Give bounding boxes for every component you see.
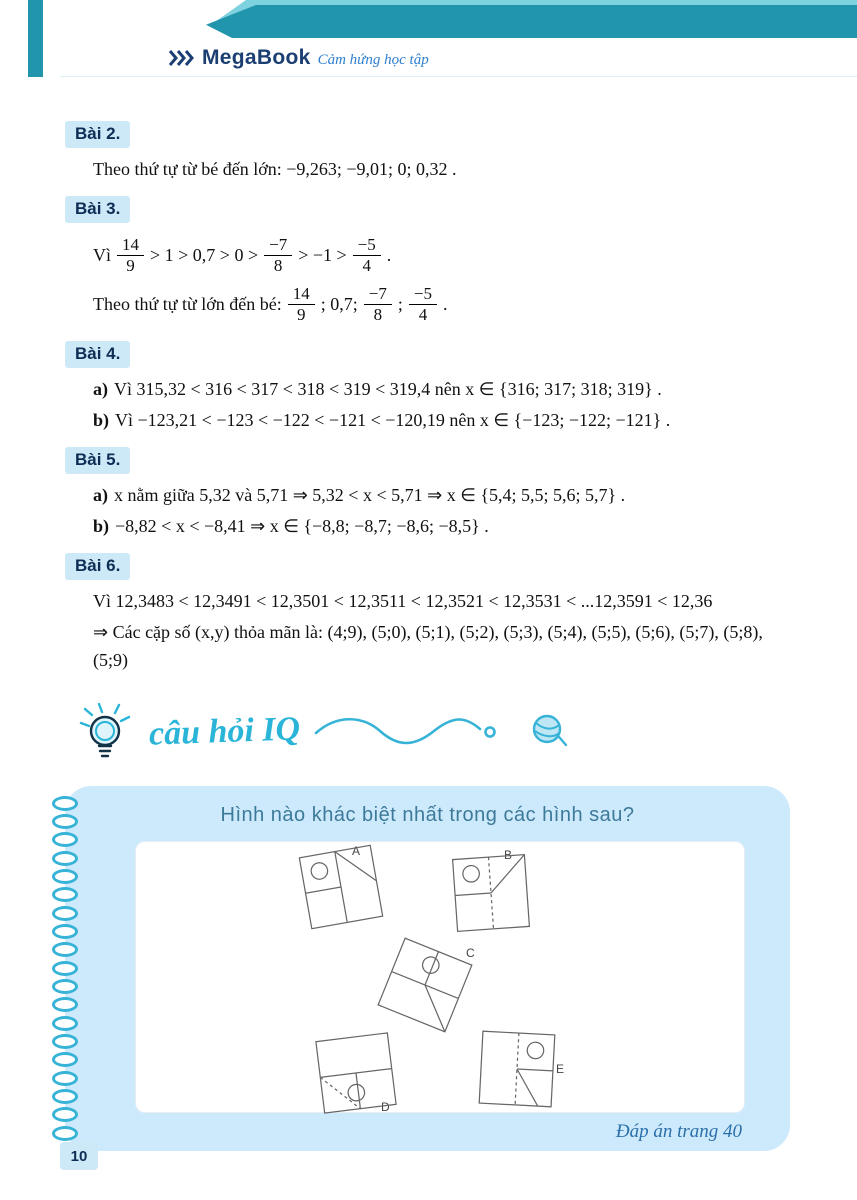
iq-section-title: câu hỏi IQ xyxy=(148,710,301,753)
exercise-label-bai6: Bài 6. xyxy=(65,553,130,580)
spiral-binding xyxy=(52,796,78,1141)
header-divider xyxy=(60,76,857,77)
figure-a xyxy=(304,843,378,924)
spiral-ring xyxy=(52,796,78,811)
math-text: −8,82 < x < −8,41 ⇒ x ∈ {−8,8; −8,7; −8,6; −8,5} . xyxy=(115,516,489,537)
bai2-solution-line: Theo thứ tự từ bé đến lớn: −9,263; −9,01; 0; 0,32 . xyxy=(93,159,457,179)
bai4-part-a xyxy=(93,376,799,404)
bai6-line1: Vì 12,3483 < 12,3491 < 12,3501 < 12,3511 < 12,3521 < 12,3531 < ...12,3591 < 12,36 xyxy=(93,591,713,612)
figure-b xyxy=(454,847,528,930)
math-text: Theo thứ tự từ lớn đến bé: xyxy=(93,294,282,315)
spiral-ring xyxy=(52,814,78,829)
iq-figures-panel xyxy=(135,841,745,1113)
fraction-denominator: 4 xyxy=(362,256,371,276)
chevrons-icon xyxy=(168,50,195,71)
fraction-numerator: −5 xyxy=(353,235,381,256)
figure-d xyxy=(319,1036,393,1114)
spiral-ring xyxy=(52,961,78,976)
item-prefix: a) xyxy=(93,485,108,506)
squiggle-decoration xyxy=(314,713,514,752)
spiral-ring xyxy=(52,924,78,939)
fraction-denominator: 9 xyxy=(126,256,135,276)
lightbulb-icon xyxy=(73,701,135,764)
yarn-ball-icon xyxy=(528,711,568,754)
figure-b-label: B xyxy=(504,847,513,862)
math-text: Vì 315,32 < 316 < 317 < 318 < 319 < 319,4 nên x ∈ {316; 317; 318; 319} . xyxy=(114,379,662,400)
bai5-part-a xyxy=(93,482,799,510)
fraction-denominator: 8 xyxy=(273,256,283,276)
figure-a-label: A xyxy=(352,843,361,858)
fraction xyxy=(264,235,292,277)
exercise-label-bai2: Bài 2. xyxy=(65,121,130,148)
spiral-ring xyxy=(52,851,78,866)
fraction-numerator: −5 xyxy=(409,284,437,305)
brand-header xyxy=(168,46,429,70)
bai3-line2 xyxy=(93,284,799,326)
bai3-line1 xyxy=(93,235,799,277)
spiral-ring xyxy=(52,869,78,884)
bai5-part-b xyxy=(93,513,799,541)
math-text: x nằm giữa 5,32 và 5,71 ⇒ 5,32 < x < 5,71 ⇒ x ∈ {5,4; 5,5; 5,6; 5,7} . xyxy=(114,485,626,506)
fraction xyxy=(364,284,392,326)
top-band-dark-decoration xyxy=(206,5,857,38)
fraction-numerator: 14 xyxy=(288,284,315,305)
fraction-denominator: 4 xyxy=(418,305,428,325)
spiral-ring xyxy=(52,997,78,1012)
fraction-denominator: 8 xyxy=(373,305,383,325)
left-teal-bar-decoration xyxy=(28,0,43,77)
fraction-numerator: −7 xyxy=(264,235,292,256)
brand-tagline: Cảm hứng học tập xyxy=(317,52,429,68)
fraction xyxy=(288,284,315,326)
math-text: Vì xyxy=(93,245,111,266)
math-text: Vì −123,21 < −123 < −122 < −121 < −120,19 nên x ∈ {−123; −122; −121} . xyxy=(115,410,671,431)
figure-c-label: C xyxy=(466,945,475,960)
solutions-content xyxy=(65,112,799,1151)
spiral-ring xyxy=(52,1034,78,1049)
math-text: ; xyxy=(397,294,403,315)
math-text: > −1 > xyxy=(298,245,347,266)
page-number-badge: 10 xyxy=(60,1142,98,1170)
exercise-label-bai4: Bài 4. xyxy=(65,341,130,368)
spiral-ring xyxy=(52,1016,78,1031)
spiral-ring xyxy=(52,887,78,902)
math-text: . xyxy=(442,294,448,315)
fraction-numerator: 14 xyxy=(117,235,144,256)
iq-question-box xyxy=(65,786,790,1151)
bai6-line2: ⇒ Các cặp số (x,y) thỏa mãn là: (4;9), (5;0), (5;1), (5;2), (5;3), (5;4), (5;5), (5;6), (5;7), (5;8), (5;9) xyxy=(93,621,763,670)
spiral-ring xyxy=(52,1107,78,1122)
spiral-ring xyxy=(52,1052,78,1067)
math-text: ; 0,7; xyxy=(320,294,358,315)
spiral-ring xyxy=(52,832,78,847)
spiral-ring xyxy=(52,979,78,994)
spiral-ring xyxy=(52,1089,78,1104)
item-prefix: b) xyxy=(93,410,110,431)
fraction xyxy=(353,235,381,277)
exercise-label-bai3: Bài 3. xyxy=(65,196,130,223)
figure-d-label: D xyxy=(381,1099,390,1114)
spiral-ring xyxy=(52,1071,78,1086)
spiral-ring xyxy=(52,906,78,921)
brand-name: MegaBook xyxy=(202,46,311,69)
spiral-ring xyxy=(52,1126,78,1141)
fraction xyxy=(117,235,144,277)
iq-question-text: Hình nào khác biệt nhất trong các hình sau? xyxy=(220,803,635,826)
iq-section-header xyxy=(73,701,799,764)
answer-page-note: Đáp án trang 40 xyxy=(615,1120,742,1142)
fraction-numerator: −7 xyxy=(364,284,392,305)
exercise-label-bai5: Bài 5. xyxy=(65,447,130,474)
item-prefix: b) xyxy=(93,516,110,537)
figure-c xyxy=(388,945,475,1022)
math-text: > 1 > 0,7 > 0 > xyxy=(150,245,259,266)
fraction xyxy=(409,284,437,326)
item-prefix: a) xyxy=(93,379,108,400)
fraction-denominator: 9 xyxy=(297,305,306,325)
figure-e-label: E xyxy=(556,1061,565,1076)
figure-e xyxy=(480,1032,565,1106)
math-text: . xyxy=(386,245,392,266)
spiral-ring xyxy=(52,942,78,957)
bai4-part-b xyxy=(93,407,799,435)
